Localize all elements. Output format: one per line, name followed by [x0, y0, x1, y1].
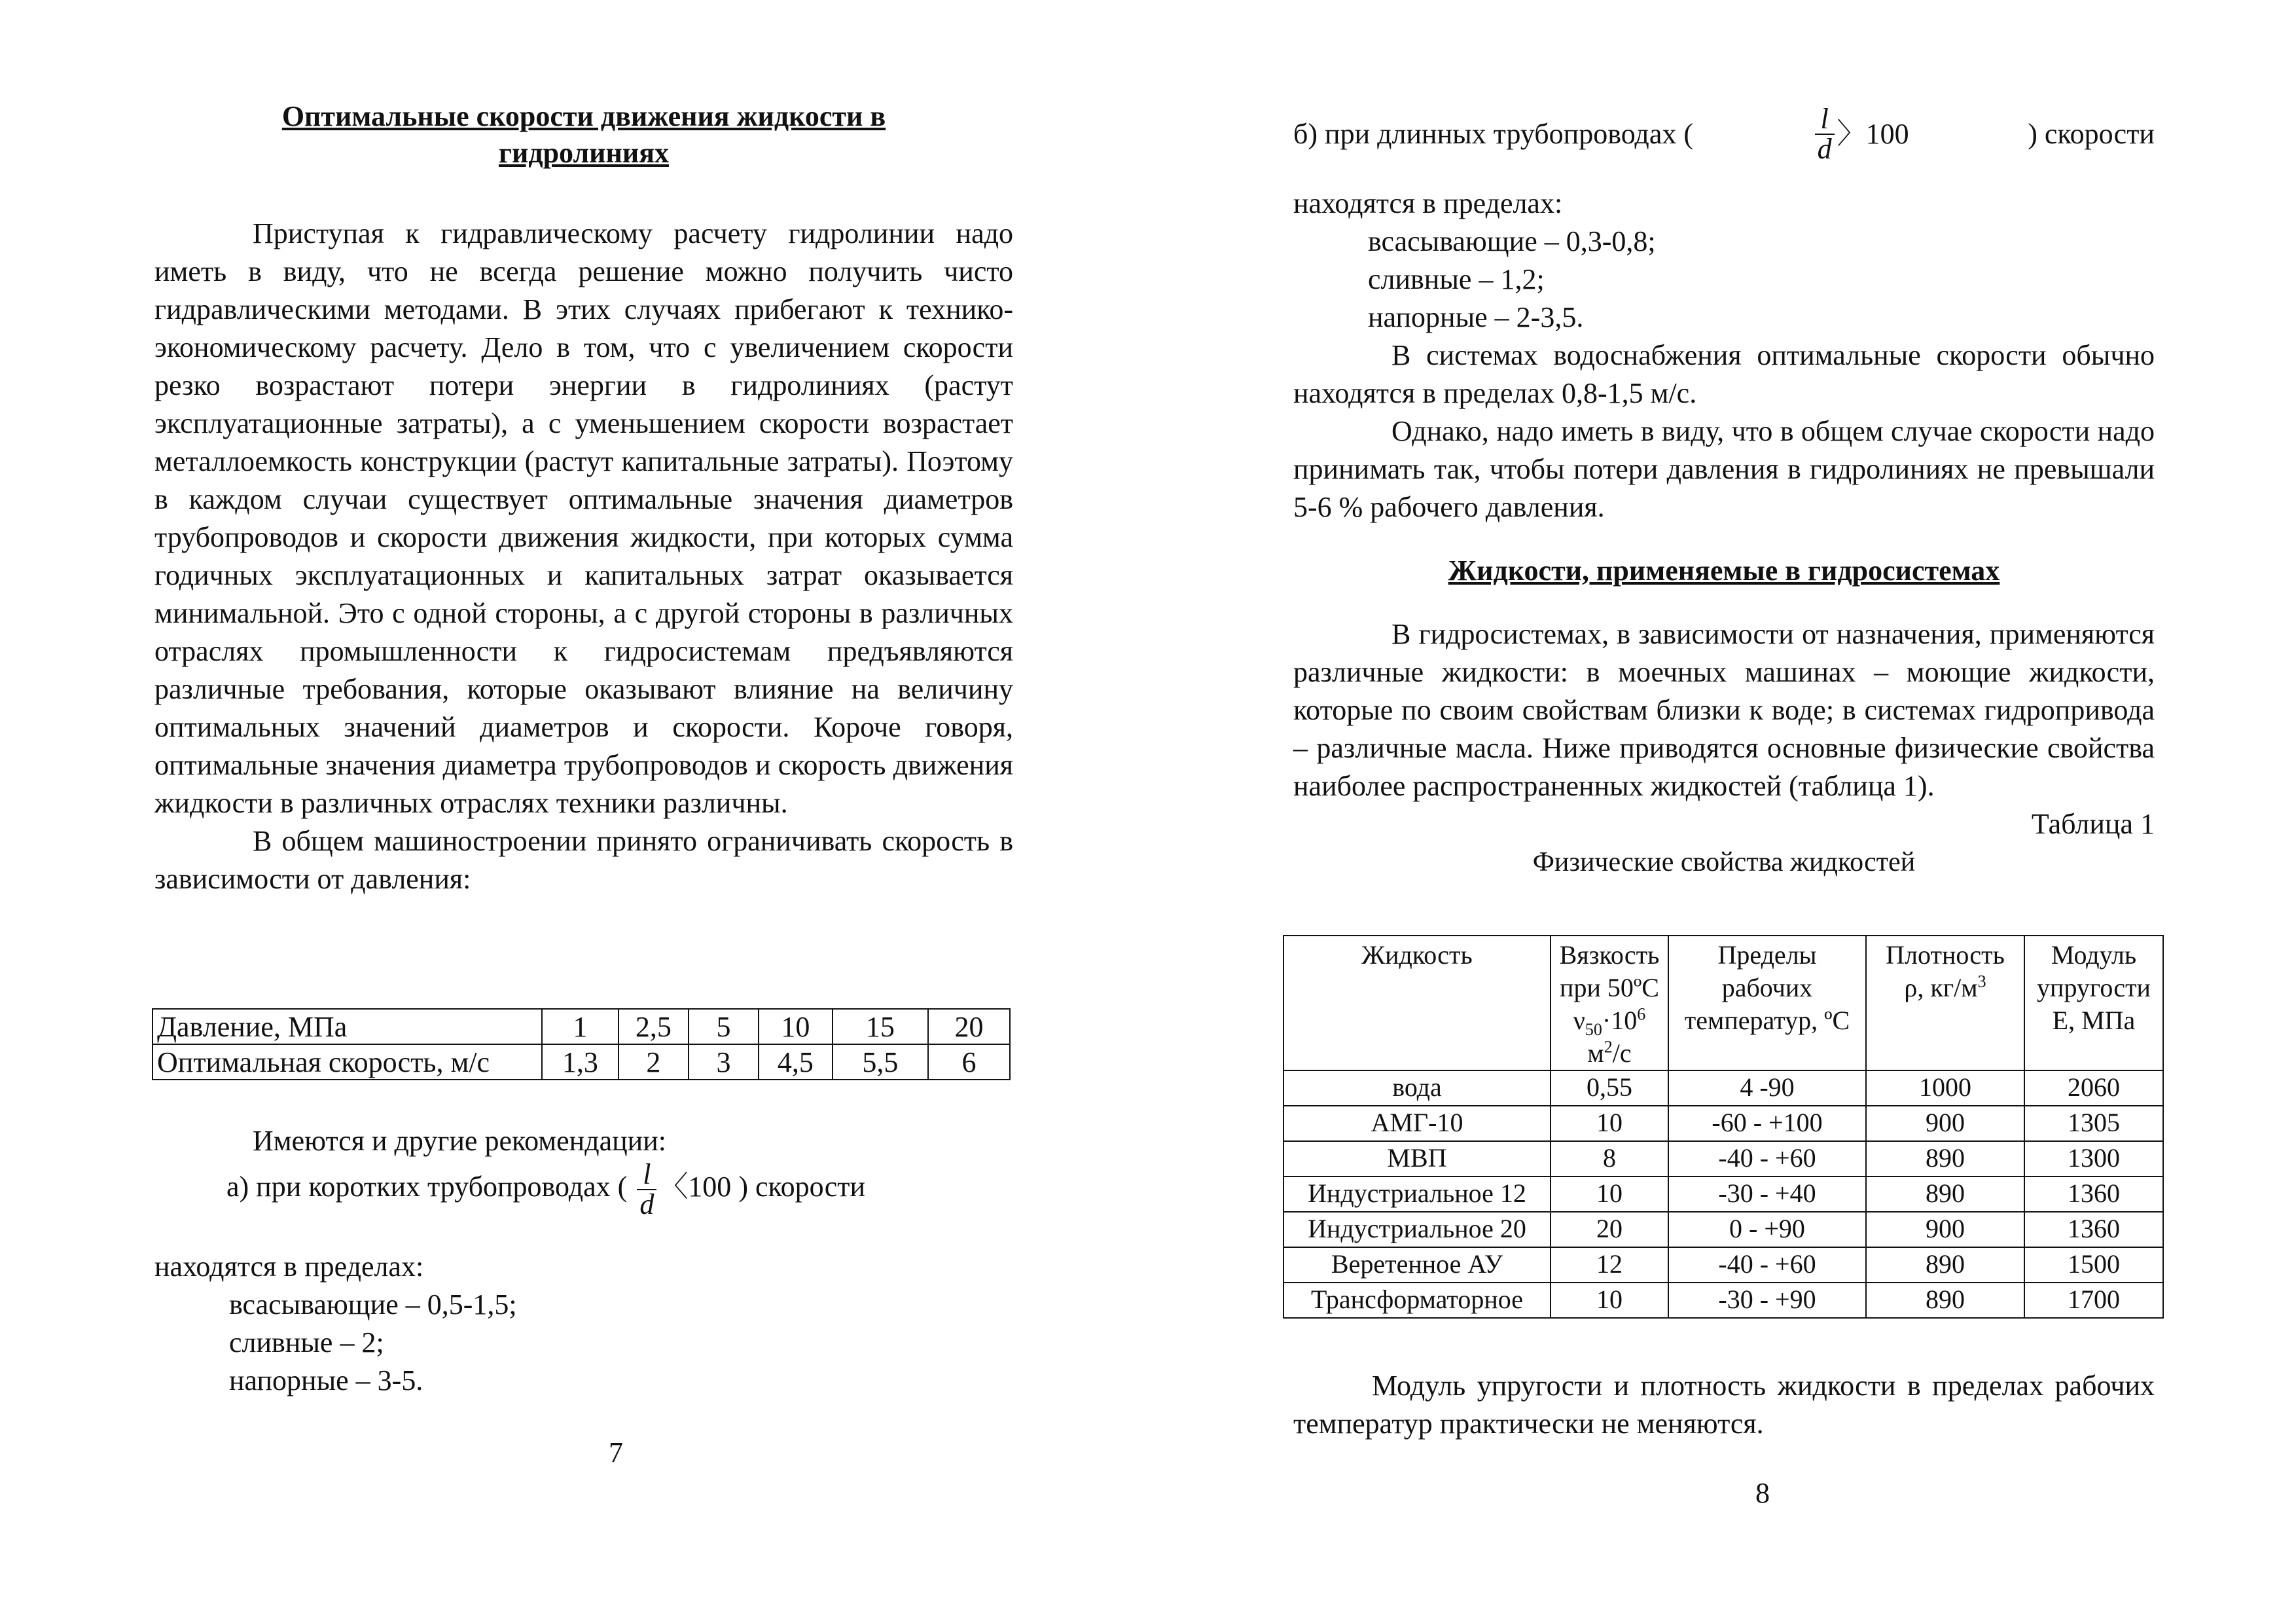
fraction-denominator: d: [639, 1188, 655, 1220]
header-modulus: [2024, 936, 2163, 1070]
header-temp-line2: рабочих: [1721, 973, 1813, 1002]
header-visc-exp: 6: [1637, 1004, 1646, 1024]
right-page: [1293, 0, 2155, 1623]
cell-visc: 20: [1551, 1212, 1668, 1247]
header-visc-factor: ·10: [1602, 1006, 1638, 1035]
cell-dens: 890: [1866, 1176, 2024, 1212]
cell-temp: -30 - +90: [1668, 1283, 1866, 1318]
velocity-value: 6: [928, 1044, 1010, 1080]
cell-fluid: МВП: [1283, 1141, 1551, 1176]
cell-mod: 1300: [2024, 1141, 2163, 1176]
header-visc-nu: ν: [1573, 1006, 1585, 1035]
list-item-pressure: напорные – 3-5.: [229, 1364, 423, 1396]
cell-visc: 12: [1551, 1247, 1668, 1283]
cell-mod: 1700: [2024, 1283, 2163, 1318]
header-visc-line2: при 50ºС: [1560, 973, 1659, 1002]
water-supply-paragraph: В системах водоснабжения оптимальные скорости обычно находятся в пределах 0,8-1,5 м/с.: [1293, 339, 2155, 409]
table-row: [1283, 1283, 2163, 1318]
cell-fluid: вода: [1283, 1070, 1551, 1106]
pressure-value: 10: [759, 1009, 833, 1044]
header-mod-line3: Е, МПа: [2052, 1006, 2136, 1035]
header-density: [1866, 936, 2024, 1070]
section-heading-line2: гидролиниях: [498, 137, 670, 169]
cell-temp: -60 - +100: [1668, 1106, 1866, 1141]
header-fluid-text: Жидкость: [1361, 940, 1473, 970]
header-visc-line1: Вязкость: [1559, 940, 1660, 970]
long-pipes-line: [1293, 105, 2155, 164]
pressure-value: 2,5: [619, 1009, 689, 1044]
fraction-denominator: d: [1817, 133, 1832, 165]
cell-mod: 2060: [2024, 1070, 2163, 1106]
velocity-value: 5,5: [833, 1044, 928, 1080]
long-pipes-suffix: ) скорости: [2028, 118, 2155, 150]
cell-dens: 890: [1866, 1283, 2024, 1318]
however-paragraph: Однако, надо иметь в виду, что в общем случае скорости надо принимать так, чтобы потери давления в гидролиниях не превышали 5-6 % рабочего давления.: [1293, 415, 2155, 523]
short-pipes-suffix: ) скорости: [738, 1171, 866, 1203]
header-mod-line1: Модуль: [2051, 940, 2137, 970]
page-number: 7: [609, 1436, 623, 1468]
velocity-row: [152, 1044, 1010, 1080]
within-limits: находятся в пределах:: [1293, 187, 1563, 219]
fluids-heading: Жидкости, применяемые в гидросистемах: [1448, 555, 2000, 587]
cell-visc: 10: [1551, 1176, 1668, 1212]
fluid-properties-table: [1283, 935, 2164, 1319]
cell-visc: 10: [1551, 1106, 1668, 1141]
short-pipes-prefix: а) при коротких трубопроводах (: [226, 1171, 628, 1203]
cell-visc: 10: [1551, 1283, 1668, 1318]
cell-mod: 1305: [2024, 1106, 2163, 1141]
table-row: [1283, 1247, 2163, 1283]
fraction-numerator: l: [643, 1158, 651, 1190]
cell-dens: 1000: [1866, 1070, 2024, 1106]
section-heading-line1: Оптимальные скорости движения жидкости в: [281, 100, 886, 132]
l-over-d-fraction: [637, 1160, 656, 1219]
header-temp-line3: температур, ºС: [1684, 1006, 1850, 1035]
header-visc-unit-m: м: [1587, 1038, 1604, 1068]
intro-paragraph: Приступая к гидравлическому расчету гидролинии надо иметь в виду, что не всегда решение можно получить чисто гидравлическими методами. В этих случаях прибегают к технико-экономическому расчету. Дело в том, что с увеличением скорости резко возрастают потери энергии в гидролиниях (растут эксплуатационные затраты), а с уменьшением скорости возрастает металлоемкость конструкции (растут капитальные затраты). Поэтому в каждом случаи существует оптимальные значения диаметров трубопроводов и скорости движения жидкости, при которых сумма годичных эксплуатационных и капитальных затрат оказывается минимальной. Это с одной стороны, а с другой стороны в различных отраслях промышленности к гидросистемам предъявляются различные требования, которые оказывают влияние на величину оптимальных значений диаметров и скорости. Короче говоря, оптимальные значения диаметра трубопроводов и скорость движения жидкости в различных отраслях техники различны.: [154, 217, 1013, 819]
table-row: [1283, 1176, 2163, 1212]
header-dens-line2: ρ, кг/м: [1904, 973, 1978, 1002]
header-mod-line2: упругости: [2037, 973, 2151, 1002]
velocity-value: 2: [619, 1044, 689, 1080]
cell-fluid: АМГ-10: [1283, 1106, 1551, 1141]
other-recommendations: Имеются и другие рекомендации:: [253, 1125, 666, 1157]
header-viscosity: [1551, 936, 1668, 1070]
fraction-numerator: l: [1820, 103, 1829, 135]
short-pipes-line: [226, 1160, 865, 1219]
within-limits: находятся в пределах:: [154, 1250, 424, 1283]
pressure-row: [152, 1009, 1010, 1044]
machine-paragraph: В общем машиностроении принято ограничивать скорость в зависимости от давления:: [154, 825, 1013, 895]
cell-dens: 890: [1866, 1141, 2024, 1176]
left-page: [154, 0, 1013, 1623]
table-label: Таблица 1: [2031, 808, 2155, 840]
cell-temp: -40 - +60: [1668, 1247, 1866, 1283]
pressure-velocity-table: [152, 1008, 1011, 1080]
closing-paragraph: Модуль упругости и плотность жидкости в пределах рабочих температур практически не меняются.: [1293, 1370, 2155, 1440]
table-row: [1283, 1070, 2163, 1106]
short-pipes-condition: 〈100: [659, 1171, 732, 1203]
table-row: [1283, 1141, 2163, 1176]
pressure-label: Давление, МПа: [152, 1009, 542, 1044]
cell-visc: 0,55: [1551, 1070, 1668, 1106]
pressure-value: 1: [542, 1009, 619, 1044]
table-title: Физические свойства жидкостей: [1532, 847, 1916, 877]
cell-fluid: Веретенное АУ: [1283, 1247, 1551, 1283]
header-fluid: [1283, 936, 1551, 1070]
cell-temp: -40 - +60: [1668, 1141, 1866, 1176]
header-dens-line1: Плотность: [1886, 940, 2005, 970]
header-temperature: [1668, 936, 1866, 1070]
cell-mod: 1500: [2024, 1247, 2163, 1283]
cell-fluid: Индустриальное 12: [1283, 1176, 1551, 1212]
header-dens-exp: 3: [1977, 972, 1986, 991]
cell-mod: 1360: [2024, 1212, 2163, 1247]
cell-dens: 890: [1866, 1247, 2024, 1283]
list-item-drain: сливные – 2;: [229, 1326, 384, 1359]
velocity-value: 1,3: [542, 1044, 619, 1080]
cell-fluid: Трансформаторное: [1283, 1283, 1551, 1318]
list-item-drain: сливные – 1,2;: [1368, 263, 1545, 295]
cell-temp: 4 -90: [1668, 1070, 1866, 1106]
cell-mod: 1360: [2024, 1176, 2163, 1212]
velocity-label: Оптимальная скорость, м/с: [152, 1044, 542, 1080]
l-over-d-fraction: [1815, 105, 1835, 164]
header-visc-unit-s: /с: [1612, 1038, 1632, 1068]
list-item-pressure: напорные – 2-3,5.: [1368, 301, 1584, 333]
list-item-suction: всасывающие – 0,5-1,5;: [229, 1288, 517, 1321]
table-row: [1283, 1106, 2163, 1141]
table-body: [1283, 1070, 2163, 1318]
pressure-value: 20: [928, 1009, 1010, 1044]
cell-temp: -30 - +40: [1668, 1176, 1866, 1212]
fluids-paragraph: В гидросистемах, в зависимости от назначения, применяются различные жидкости: в моечных машинах – моющие жидкости, которые по своим свойствам близки к воде; в системах гидропривода – различные масла. Ниже приводятся основные физические свойства наиболее распространенных жидкостей (таблица 1).: [1293, 618, 2155, 802]
velocity-value: 4,5: [759, 1044, 833, 1080]
header-visc-unit-exp: 2: [1604, 1037, 1613, 1057]
header-temp-line1: Пределы: [1717, 940, 1817, 970]
page-number: 8: [1755, 1477, 1770, 1509]
pressure-value: 5: [689, 1009, 759, 1044]
cell-fluid: Индустриальное 20: [1283, 1212, 1551, 1247]
table-row: [1283, 1212, 2163, 1247]
list-item-suction: всасывающие – 0,3-0,8;: [1368, 225, 1656, 257]
header-visc-sub: 50: [1585, 1020, 1602, 1039]
cell-visc: 8: [1551, 1141, 1668, 1176]
table-header-row: [1283, 936, 2163, 1070]
long-pipes-prefix: б) при длинных трубопроводах (: [1293, 118, 1693, 150]
long-pipes-condition: 〉100: [1837, 118, 1909, 150]
cell-dens: 900: [1866, 1212, 2024, 1247]
long-pipes-formula: [1812, 105, 1909, 164]
cell-temp: 0 - +90: [1668, 1212, 1866, 1247]
pressure-value: 15: [833, 1009, 928, 1044]
velocity-value: 3: [689, 1044, 759, 1080]
cell-dens: 900: [1866, 1106, 2024, 1141]
